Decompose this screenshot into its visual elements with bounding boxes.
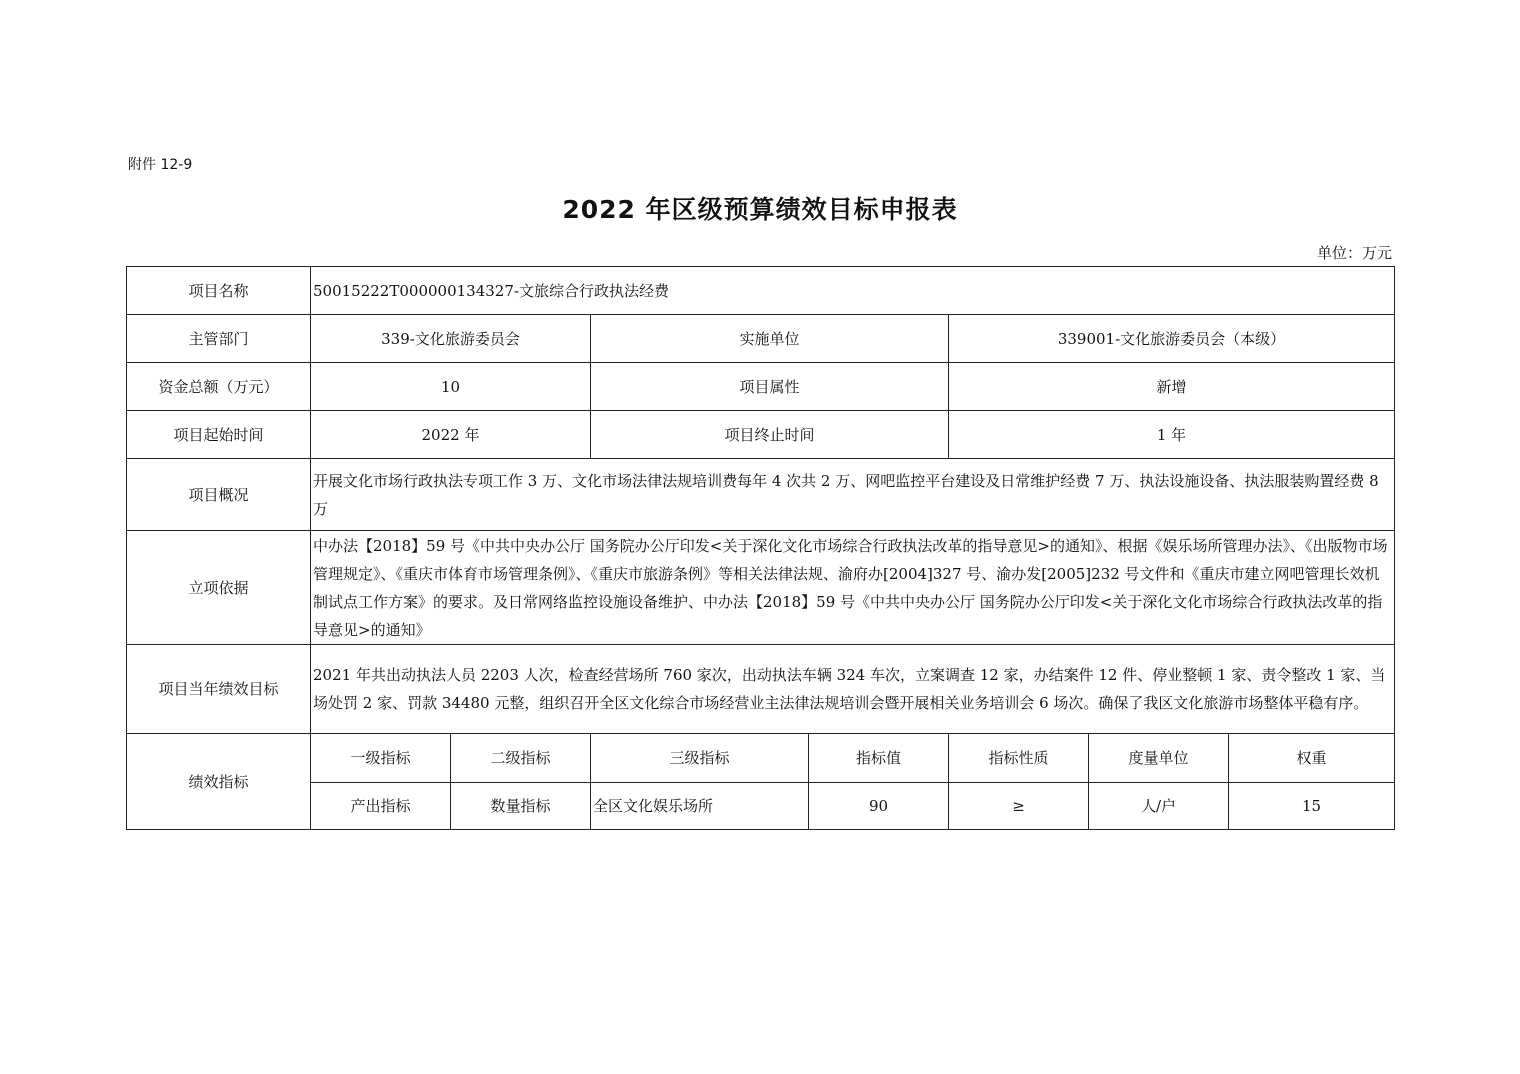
header-nature: 指标性质 — [949, 734, 1089, 783]
goal-value: 2021 年共出动执法人员 2203 人次，检查经营场所 760 家次，出动执法车辆 324 车次，立案调查 12 家，办结案件 12 件、停业整顿 1 家、责令整改 1 家、当场处罚 2 家、罚款 34480 元整，组织召开全区文化综合市场经营业主法律法规培训会暨开展相关业务培训会 6 场次。确保了我区文化旅游市场整体平稳有序。 — [311, 645, 1395, 734]
budget-performance-table — [126, 266, 1395, 830]
implementing-unit-value: 339001-文化旅游委员会（本级） — [949, 315, 1395, 363]
header-unit: 度量单位 — [1089, 734, 1229, 783]
project-attribute-label: 项目属性 — [591, 363, 949, 411]
indicator-nature: ≥ — [949, 783, 1089, 830]
basis-label: 立项依据 — [127, 531, 311, 645]
indicator-level1: 产出指标 — [311, 783, 451, 830]
implementing-unit-label: 实施单位 — [591, 315, 949, 363]
header-level1: 一级指标 — [311, 734, 451, 783]
row-time — [127, 411, 1395, 459]
end-time-label: 项目终止时间 — [591, 411, 949, 459]
row-project-name — [127, 267, 1395, 315]
row-indicator-headers — [127, 734, 1395, 783]
indicator-unit: 人/户 — [1089, 783, 1229, 830]
row-overview — [127, 459, 1395, 531]
indicators-label: 绩效指标 — [127, 734, 311, 830]
header-value: 指标值 — [809, 734, 949, 783]
row-funds — [127, 363, 1395, 411]
indicator-level2: 数量指标 — [451, 783, 591, 830]
department-label: 主管部门 — [127, 315, 311, 363]
department-value: 339-文化旅游委员会 — [311, 315, 591, 363]
header-level2: 二级指标 — [451, 734, 591, 783]
indicator-weight: 15 — [1229, 783, 1395, 830]
project-name-label: 项目名称 — [127, 267, 311, 315]
end-time-value: 1 年 — [949, 411, 1395, 459]
page-title: 2022 年区级预算绩效目标申报表 — [562, 195, 958, 224]
funds-value: 10 — [311, 363, 591, 411]
row-basis — [127, 531, 1395, 645]
goal-label: 项目当年绩效目标 — [127, 645, 311, 734]
row-department — [127, 315, 1395, 363]
row-goal — [127, 645, 1395, 734]
start-time-value: 2022 年 — [311, 411, 591, 459]
overview-value: 开展文化市场行政执法专项工作 3 万、文化市场法律法规培训费每年 4 次共 2 万、网吧监控平台建设及日常维护经费 7 万、执法设施设备、执法服装购置经费 8 万 — [311, 459, 1395, 531]
unit-label: 单位：万元 — [1316, 244, 1392, 262]
project-name-value: 50015222T000000134327-文旅综合行政执法经费 — [311, 267, 1395, 315]
funds-label: 资金总额（万元） — [127, 363, 311, 411]
project-attribute-value: 新增 — [949, 363, 1395, 411]
table-row — [127, 783, 1395, 830]
basis-value: 中办法【2018】59 号《中共中央办公厅 国务院办公厅印发<关于深化文化市场综合行政执法改革的指导意见>的通知》、根据《娱乐场所管理办法》、《出版物市场管理规定》、《重庆市体育市场管理条例》、《重庆市旅游条例》等相关法律法规、渝府办[2004]327 号、渝办发[2005]232 号文件和《重庆市建立网吧管理长效机制试点工作方案》的要求。及日常网络监控设施设备维护、中办法【2018】59 号《中共中央办公厅 国务院办公厅印发<关于深化文化市场综合行政执法改革的指导意见>的通知》 — [311, 531, 1395, 645]
overview-label: 项目概况 — [127, 459, 311, 531]
header-weight: 权重 — [1229, 734, 1395, 783]
attachment-label: 附件 12-9 — [128, 157, 193, 173]
header-level3: 三级指标 — [591, 734, 809, 783]
start-time-label: 项目起始时间 — [127, 411, 311, 459]
indicator-value: 90 — [809, 783, 949, 830]
indicator-level3: 全区文化娱乐场所 — [591, 783, 809, 830]
